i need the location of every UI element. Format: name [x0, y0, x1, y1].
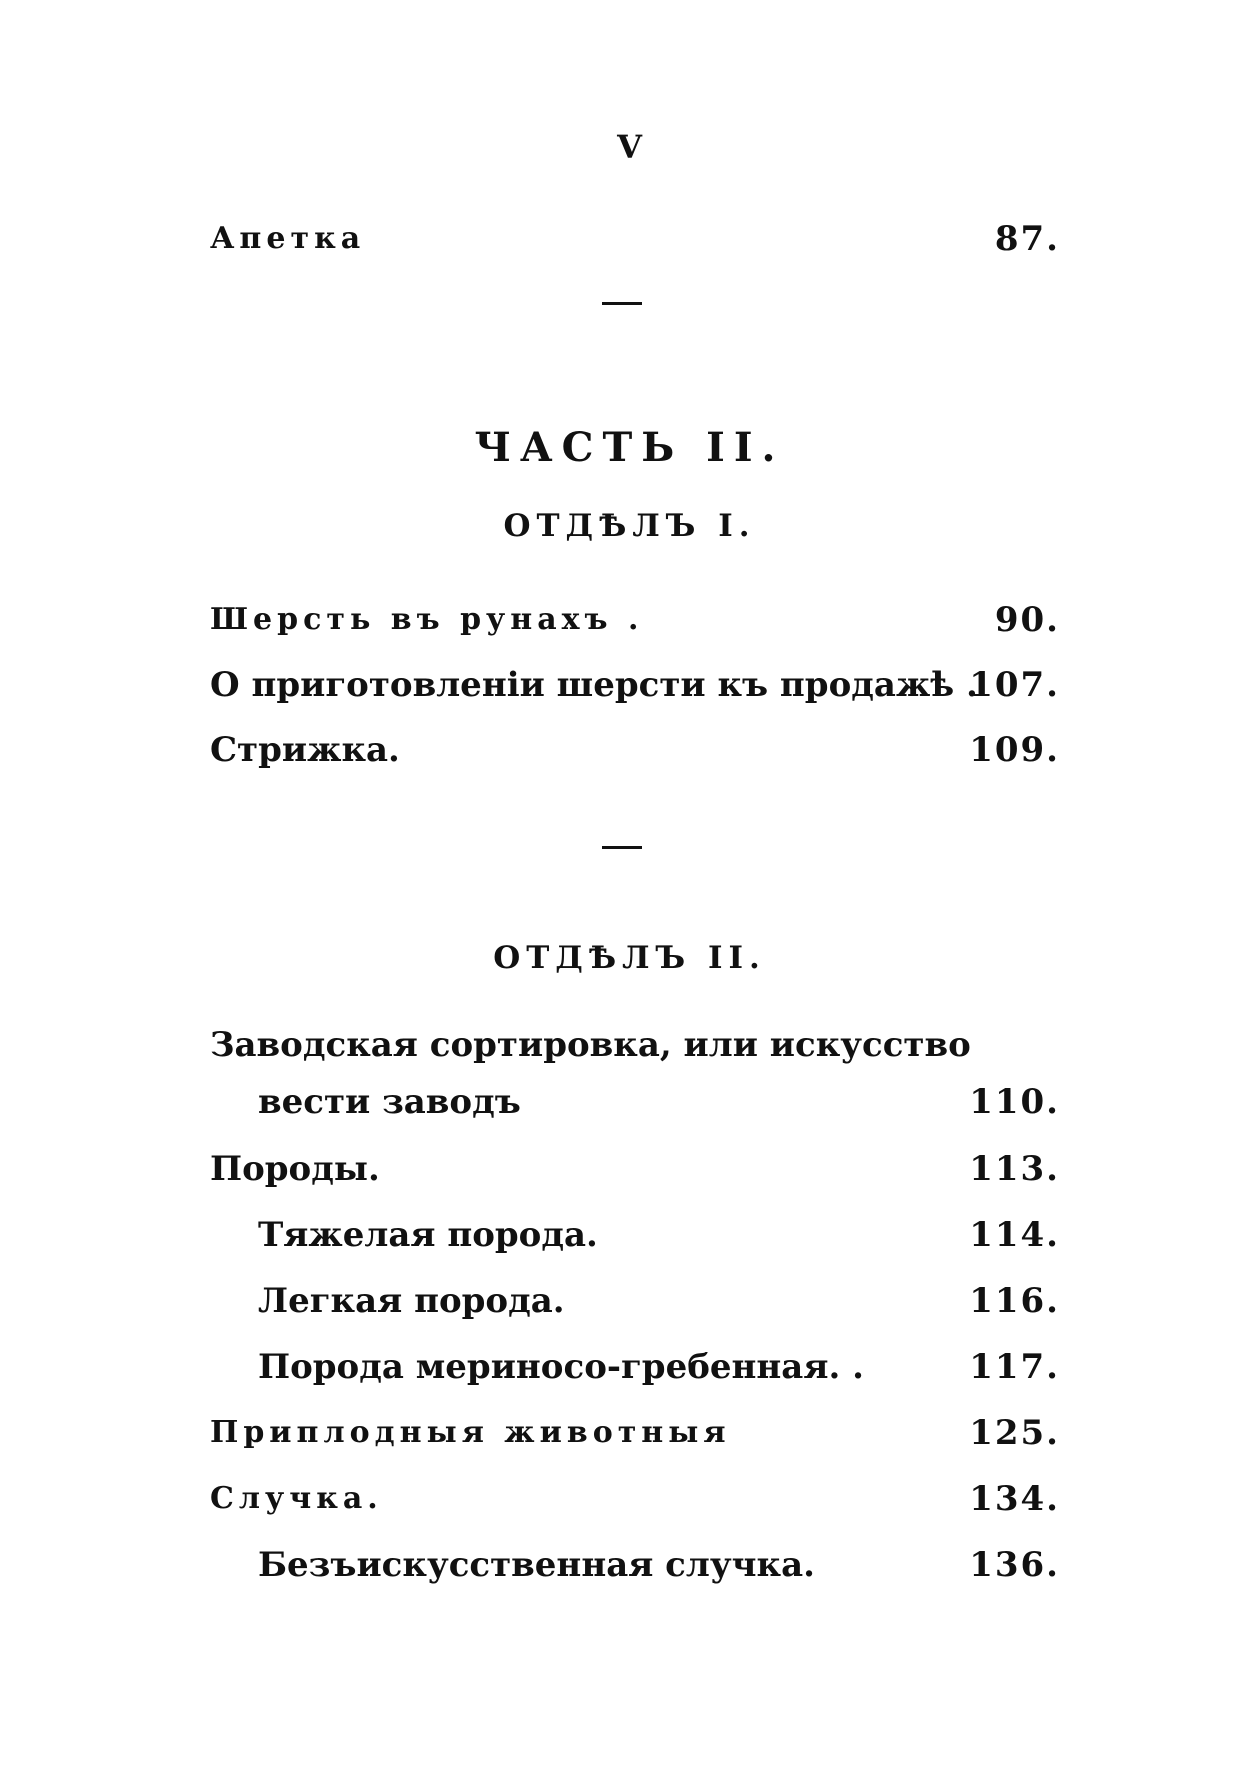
- toc-entry-title: Легкая порода.: [258, 1281, 565, 1321]
- page-number: V: [617, 128, 642, 166]
- toc-entry: [210, 214, 1060, 264]
- divider-rule: [602, 846, 642, 849]
- part-title: ЧАСТЬ II.: [474, 424, 785, 471]
- toc-entry-page: 87.: [994, 219, 1060, 259]
- toc-entry: [210, 1408, 1060, 1458]
- toc-entry-page: 117.: [969, 1347, 1060, 1387]
- toc-entry-title: Апетка: [210, 221, 366, 256]
- toc-entry-page: 90.: [994, 600, 1060, 640]
- toc-entry: [210, 660, 1060, 710]
- toc-entry-title: Заводская сортировка, или искусство: [210, 1025, 971, 1065]
- toc-entry: [210, 1474, 1060, 1524]
- toc-entry-page: 134.: [969, 1479, 1060, 1519]
- toc-entry-title: Безъискусственная случка.: [258, 1545, 815, 1585]
- toc-entry-page: 114.: [969, 1215, 1060, 1255]
- toc-entry-title: вести заводъ: [258, 1082, 521, 1122]
- toc-entry-page: 109.: [969, 730, 1060, 770]
- toc-entry-title: Стрижка.: [210, 730, 400, 770]
- toc-entry: [258, 1342, 1060, 1392]
- divider-rule: [602, 302, 642, 305]
- toc-entry-page: 110.: [969, 1082, 1060, 1122]
- toc-entry-title: Порода мериносо-гребенная. .: [258, 1347, 864, 1387]
- toc-entry-page: 107.: [969, 665, 1060, 705]
- toc-entry: [258, 1210, 1060, 1260]
- toc-entry: [210, 595, 1060, 645]
- toc-entry: [258, 1077, 1060, 1127]
- toc-entry-title: О приготовленіи шерсти къ продажѣ .: [210, 665, 978, 705]
- toc-entry-page: 113.: [969, 1149, 1060, 1189]
- toc-entry: [258, 1276, 1060, 1326]
- toc-entry-title: Тяжелая порода.: [258, 1215, 598, 1255]
- toc-entry-page: 116.: [969, 1281, 1060, 1321]
- toc-entry-page: 125.: [969, 1413, 1060, 1453]
- toc-entry-title: Случка.: [210, 1481, 383, 1516]
- toc-entry-page: 136.: [969, 1545, 1060, 1585]
- toc-entry: [210, 725, 1060, 775]
- toc-entry: [210, 1020, 1060, 1070]
- toc-entry: [210, 1144, 1060, 1194]
- section-title: ОТДѢЛЪ I.: [503, 508, 756, 544]
- toc-entry-title: Приплодныя животныя: [210, 1415, 731, 1450]
- toc-entry-title: Породы.: [210, 1149, 380, 1189]
- toc-entry: [258, 1540, 1060, 1590]
- toc-entry-title: Шерсть въ рунахъ .: [210, 602, 644, 637]
- section-title: ОТДѢЛЪ II.: [493, 940, 766, 976]
